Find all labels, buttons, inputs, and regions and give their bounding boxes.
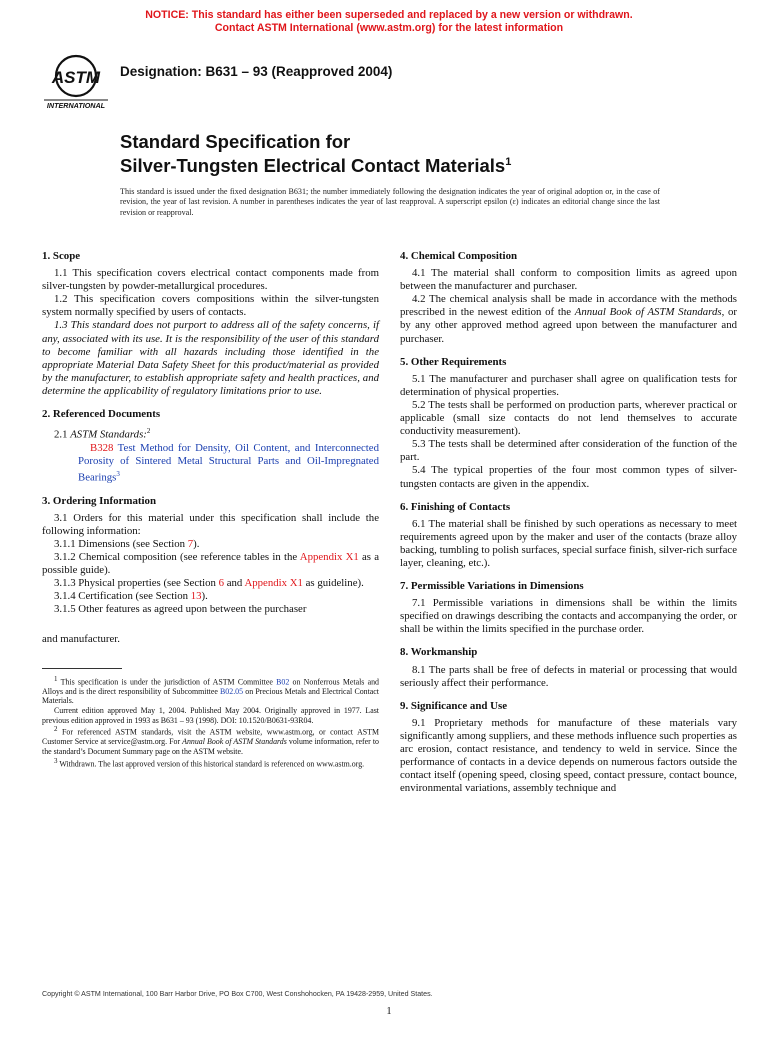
section-permissible-variations <box>400 580 737 636</box>
notice-line-1: NOTICE: This standard has either been superseded and replaced by a new version or withdrawn. <box>145 9 633 21</box>
footnotes <box>42 675 379 769</box>
right-column <box>400 250 737 805</box>
title-line-2 <box>120 152 511 176</box>
text: 3.1.2 Chemical composition (see reference tables in the <box>54 551 300 564</box>
section-link[interactable]: 6 <box>218 577 225 590</box>
text: as guideline). <box>302 577 364 590</box>
title-footnote-ref[interactable]: 1 <box>505 156 512 168</box>
footnote-1-edition: Current edition approved May 1, 2004. Published May 2004. Originally approved in 1977. Last previous edition approved in 1993 as B631 – 93 (1998). DOI: 10.1520/B0631-93R04. <box>42 706 379 725</box>
reference-b328[interactable] <box>42 442 379 485</box>
paragraph-continuation: and manufacturer. <box>42 632 120 645</box>
designation: Designation: B631 – 93 (Reapproved 2004) <box>120 64 393 79</box>
section-heading: 7. Permissible Variations in Dimensions <box>400 580 584 593</box>
appendix-link[interactable]: Appendix X1 <box>299 551 359 564</box>
section-finishing-of-contacts <box>400 501 737 570</box>
section-workmanship <box>400 646 737 689</box>
italic-text: Annual Book of ASTM Standards <box>574 306 722 319</box>
paragraph: 5.1 The manufacturer and purchaser shall agree on qualification tests for determination of physical properties. <box>400 372 737 398</box>
section-referenced-documents <box>42 408 379 485</box>
text: Withdrawn. The last approved version of this historical standard is referenced on www.astm.org. <box>57 759 365 769</box>
section-chemical-composition <box>400 250 737 346</box>
logo-caption: INTERNATIONAL <box>46 101 106 110</box>
paragraph: 7.1 Permissible variations in dimensions shall be within the limits specified on drawings describing the contacts and accompanying the order, or shall be within the limits specified in the purchase order. <box>400 597 737 636</box>
committee-link[interactable]: B02 <box>276 677 290 687</box>
section-scope <box>42 250 379 398</box>
astm-logo <box>42 52 110 110</box>
text: ). <box>193 537 200 550</box>
footnote-number: 3 <box>54 756 58 765</box>
section-ordering-information <box>42 495 379 646</box>
section-heading: 8. Workmanship <box>400 646 478 659</box>
paragraph <box>42 425 379 442</box>
text: as a possible guide). <box>42 551 379 577</box>
text: 3.1.4 Certification (see Section <box>54 590 191 603</box>
notice-line-2: Contact ASTM International (www.astm.org) for the latest information <box>214 22 564 34</box>
text: volume information, refer to the standard’s Document Summary page on the ASTM website. <box>42 737 379 757</box>
text: ). <box>201 590 208 603</box>
italic-text: Annual Book of ASTM Standards <box>182 737 287 747</box>
footnote-2 <box>42 725 379 756</box>
left-column <box>42 250 379 769</box>
text: on Precious Metals and Electrical Contact Materials. <box>42 686 379 706</box>
paragraph <box>400 293 737 345</box>
paragraph: 6.1 The material shall be finished by such operations as necessary to meet requirements agreed upon by the maker and user of the contacts (braze alloy backing, tumbling to polish surfaces, special surface finish, silver-rich surface layer, cleaning, etc.). <box>400 517 737 569</box>
section-heading: 9. Significance and Use <box>400 699 508 712</box>
section-heading: 3. Ordering Information <box>42 494 157 507</box>
footnote-number: 1 <box>54 674 58 683</box>
text: This specification is under the jurisdiction of ASTM Committee <box>57 677 277 687</box>
copyright-line: Copyright © ASTM International, 100 Barr Harbor Drive, PO Box C700, West Conshohocken, PA 19428-2959, United States. <box>42 990 433 998</box>
footnote-1 <box>42 675 379 706</box>
text: , or by any other approved method agreed upon between the manufacturer and purchaser. <box>400 306 737 345</box>
document-title <box>120 131 511 176</box>
text: 3.1.1 Dimensions (see Section <box>54 537 188 550</box>
paragraph <box>42 538 379 551</box>
paragraph <box>42 551 379 577</box>
section-heading: 1. Scope <box>42 250 81 262</box>
footnote-ref[interactable]: 3 <box>116 470 120 478</box>
logo-letters: ASTM <box>51 68 101 87</box>
footnote-ref[interactable]: 2 <box>146 427 151 436</box>
footnote-rule <box>42 668 122 669</box>
paragraph: 1.3 This standard does not purport to address all of the safety concerns, if any, associated with its use. It is the responsibility of the user of this standard to become familiar with all hazards including those identified in the appropriate Material Data Safety Sheet for this product/material as provided by the manufacturer, to establish appropriate safety and health practices, and determine the applicability of regulatory limitations prior to use. <box>42 319 379 397</box>
title-line-1: Standard Specification for <box>120 131 351 152</box>
section-heading: 6. Finishing of Contacts <box>400 500 511 513</box>
paragraph: 1.2 This specification covers compositions within the silver-tungsten system normally specified by users of contacts. <box>42 293 379 319</box>
section-other-requirements <box>400 356 737 491</box>
text: on Nonferrous Metals and Alloys and is the direct responsibility of Subcommittee <box>42 677 379 696</box>
section-heading: 5. Other Requirements <box>400 355 507 368</box>
paragraph: 1.1 This specification covers electrical contact components made from silver-tungsten by powder-metallurgical procedures. <box>42 267 379 293</box>
reference-code[interactable]: B328 <box>90 441 114 454</box>
withdrawal-notice <box>0 9 778 35</box>
text: 3.1.3 Physical properties (see Section <box>54 577 219 590</box>
paragraph <box>42 577 379 590</box>
reference-title[interactable]: Test Method for Density, Oil Content, and Interconnected Porosity of Sintered Metal Structural Parts and Oil-Impregnated Bearings <box>78 441 379 484</box>
text: and <box>224 577 245 590</box>
page-number: 1 <box>386 1006 392 1017</box>
paragraph: 5.2 The tests shall be performed on production parts, wherever practical or applicable (small size contacts do not lend themselves to accurate conductivity measurement). <box>400 398 737 438</box>
paragraph: 3.1 Orders for this material under this specification shall include the following information: <box>42 511 379 537</box>
section-significance-and-use <box>400 700 737 796</box>
paragraph: 9.1 Proprietary methods for manufacture of these materials vary significantly among suppliers, and these methods influence such properties as arc erosion, contact resistance, and tendency to weld in service. Since the performance of contacts in a device depends on numerous factors outside the contact itself (opening speed, closing speed, contact pressure, contact bounce, environmental variations, assembly technique and <box>400 716 737 795</box>
para-number: 2.1 <box>54 428 71 441</box>
section-heading: 2. Referenced Documents <box>42 408 161 421</box>
footnote-number: 2 <box>54 725 58 734</box>
subcommittee-link[interactable]: B02.05 <box>220 686 244 696</box>
paragraph <box>42 590 379 603</box>
italic-text: ASTM Standards: <box>70 428 147 441</box>
appendix-link[interactable]: Appendix X1 <box>244 577 303 590</box>
section-heading: 4. Chemical Composition <box>400 250 518 262</box>
paragraph: 8.1 The parts shall be free of defects in material or processing that would seriously affect their performance. <box>400 663 737 689</box>
section-link[interactable]: 7 <box>187 537 194 550</box>
paragraph: 5.4 The typical properties of the four most common types of silver-tungsten contacts are given in the appendix. <box>400 464 737 490</box>
section-link[interactable]: 13 <box>190 590 202 603</box>
footnote-3 <box>42 757 379 769</box>
title-text: Silver-Tungsten Electrical Contact Materials <box>120 155 506 177</box>
paragraph: 5.3 The tests shall be determined after consideration of the function of the part. <box>400 438 737 464</box>
text: 4.2 The chemical analysis shall be made in accordance with the methods prescribed in the newest edition of the <box>400 293 737 319</box>
paragraph: 4.1 The material shall conform to composition limits as agreed upon between the manufacturer and purchaser. <box>400 267 737 293</box>
text: For referenced ASTM standards, visit the ASTM website, www.astm.org, or contact ASTM Customer Service at service@astm.org. For <box>42 727 379 747</box>
paragraph: 3.1.5 Other features as agreed upon between the purchaser <box>54 603 307 616</box>
issuance-note: This standard is issued under the fixed designation B631; the number immediately following the designation indicates the year of original adoption or, in the case of revision, the year of last revision. A number in parentheses indicates the year of last reapproval. A superscript epsilon (ε) indicates an editorial change since the last revision or reapproval. <box>120 187 660 217</box>
